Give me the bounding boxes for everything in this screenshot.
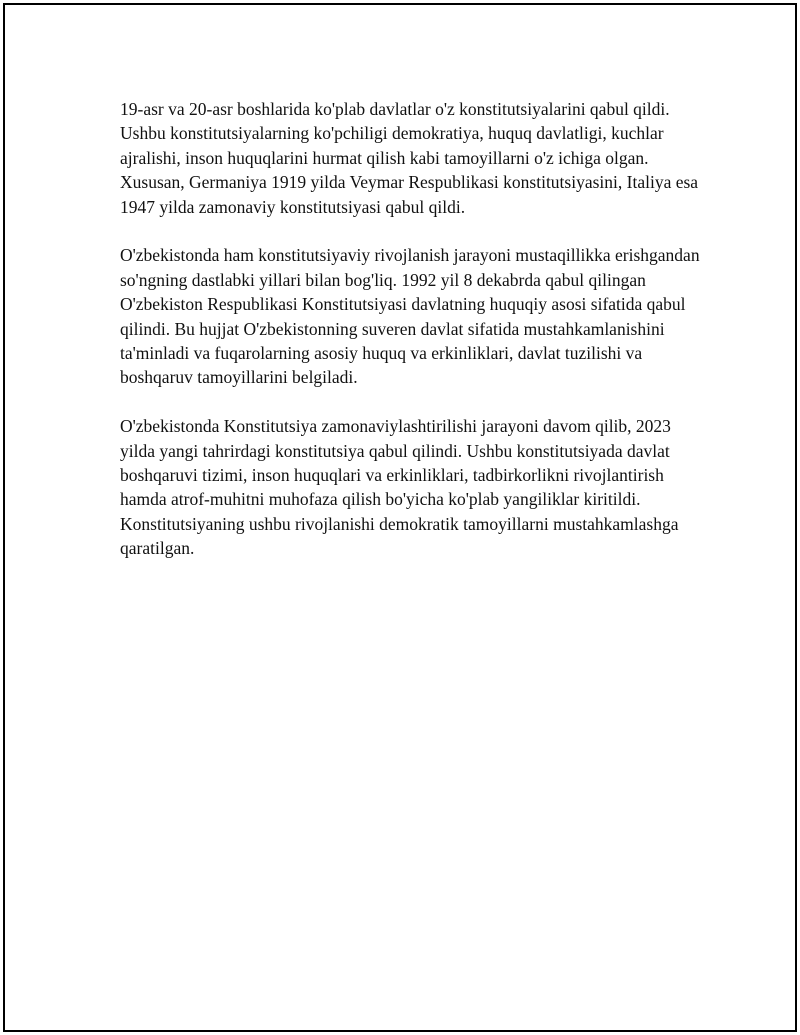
paragraph-2: O'zbekistonda ham konstitutsiyaviy rivojlanish jarayoni mustaqillikka erishgandan so'ngning dastlabki yillari bilan bog'liq. 1992 yil 8 dekabrda qabul qilingan O'zbekiston Respublikasi Konstitutsiyasi davlatning huquqiy asosi sifatida qabul qilindi. Bu hujjat O'zbekistonning suveren davlat sifatida mustahkamlanishini ta'minladi va fuqarolarning asosiy huquq va erkinliklari, davlat tuzilishi va boshqaruv tamoyillarini belgiladi. (120, 245, 700, 388)
document-body (120, 97, 700, 585)
paragraph-3: O'zbekistonda Konstitutsiya zamonaviylashtirilishi jarayoni davom qilib, 2023 yilda yangi tahrirdagi konstitutsiya qabul qilindi. Ushbu konstitutsiyada davlat boshqaruvi tizimi, inson huquqlari va erkinliklari, tadbirkorlikni rivojlantirish hamda atrof-muhitni muhofaza qilish bo'yicha ko'plab yangiliklar kiritildi. Konstitutsiyaning ushbu rivojlanishi demokratik tamoyillarni mustahkamlashga qaratilgan. (120, 416, 679, 559)
document-page (3, 3, 797, 1032)
paragraph-1: 19-asr va 20-asr boshlarida ko'plab davlatlar o'z konstitutsiyalarini qabul qildi. Ushbu konstitutsiyalarning ko'pchiligi demokratiya, huquq davlatligi, kuchlar ajralishi, inson huquqlarini hurmat qilish kabi tamoyillarni o'z ichiga olgan. Xususan, Germaniya 1919 yilda Veymar Respublikasi konstitutsiyasini, Italiya esa 1947 yilda zamonaviy konstitutsiyasi qabul qildi. (120, 99, 699, 217)
